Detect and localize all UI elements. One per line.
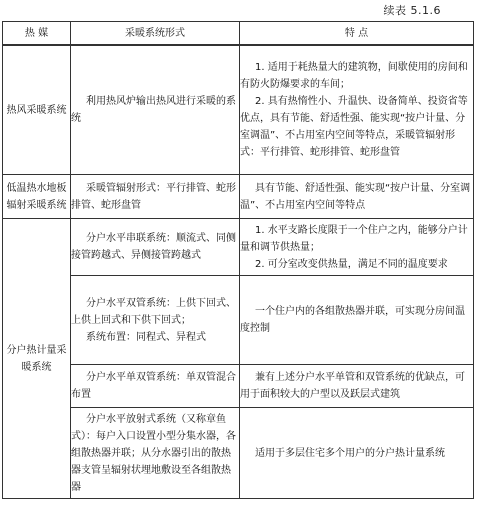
header-features: 特 点 (240, 22, 474, 46)
system-features (240, 175, 474, 219)
system-name: 分户热计量采暖系统 (3, 219, 71, 499)
system-features (240, 276, 474, 365)
form-text: 分户水平单双管系统：单双管混合布置 (71, 372, 236, 400)
feature-item: 1. 适用于耗热量大的建筑物，间歇使用的房间和有防火防爆要求的车间； (240, 62, 468, 90)
table-row (3, 175, 474, 219)
table-row (3, 365, 474, 408)
feature-item: 2. 具有热惰性小、升温快、设备简单、投资省等优点，具有节能、舒适性强、能实现“按户计量、分室调温”、不占用室内空间等特点，采暖管辐射形式：平行排管、蛇形排管、蛇形盘管 (240, 96, 468, 158)
form-text: 分户水平串联系统：顺流式、同侧接管跨越式、异侧接管跨越式 (71, 233, 236, 261)
system-features (240, 408, 474, 499)
feature-item: 兼有上述分户水平单管和双管系统的优缺点，可用于面积较大的户型以及跃层式建筑 (240, 372, 465, 400)
form-text: 分户水平放射式系统（又称章鱼式）：每户入口设置小型分集水器，各组散热器并联；从分水器引出的散热器支管呈辐射状埋地敷设至各组散热器 (71, 413, 236, 493)
feature-item: 具有节能、舒适性强、能实现“按户计量、分室调温”、不占用室内空间等特点 (240, 182, 471, 211)
system-features (240, 365, 474, 408)
system-name: 热风采暖系统 (3, 45, 71, 175)
header-system-form: 采暖系统形式 (71, 22, 240, 46)
heating-system-table (2, 21, 474, 499)
system-form (71, 175, 240, 219)
form-text: 利用热风炉输出热风进行采暖的系统 (71, 96, 236, 124)
table-row (3, 219, 474, 276)
table-row (3, 45, 474, 175)
system-name: 低温热水地板辐射采暖系统 (3, 175, 71, 219)
system-form (71, 276, 240, 365)
system-form (71, 365, 240, 408)
table-header-row (3, 22, 474, 46)
feature-item: 2. 可分室改变供热量，满足不同的温度要求 (255, 258, 448, 270)
system-features (240, 219, 474, 276)
feature-item: 适用于多层住宅多个用户的分户热计量系统 (255, 447, 445, 459)
feature-item: 一个住户内的各组散热器并联，可实现分房间温度控制 (240, 306, 465, 334)
system-form (71, 45, 240, 175)
form-text: 分户水平双管系统：上供下回式、上供上回式和下供下回式； (71, 297, 236, 326)
system-features (240, 45, 474, 175)
table-row (3, 408, 474, 499)
form-text-extra: 系统布置：同程式、异程式 (86, 331, 206, 343)
system-form (71, 408, 240, 499)
feature-item: 1. 水平支路长度限于一个住户之内，能够分户计量和调节供热量； (240, 224, 468, 253)
system-form (71, 219, 240, 276)
header-heat-medium: 热 媒 (3, 22, 71, 46)
table-row (3, 276, 474, 365)
form-text: 采暖管辐射形式：平行排管、蛇形排管、蛇形盘管 (71, 182, 236, 211)
table-caption: 续表 5.1.6 (383, 4, 441, 17)
